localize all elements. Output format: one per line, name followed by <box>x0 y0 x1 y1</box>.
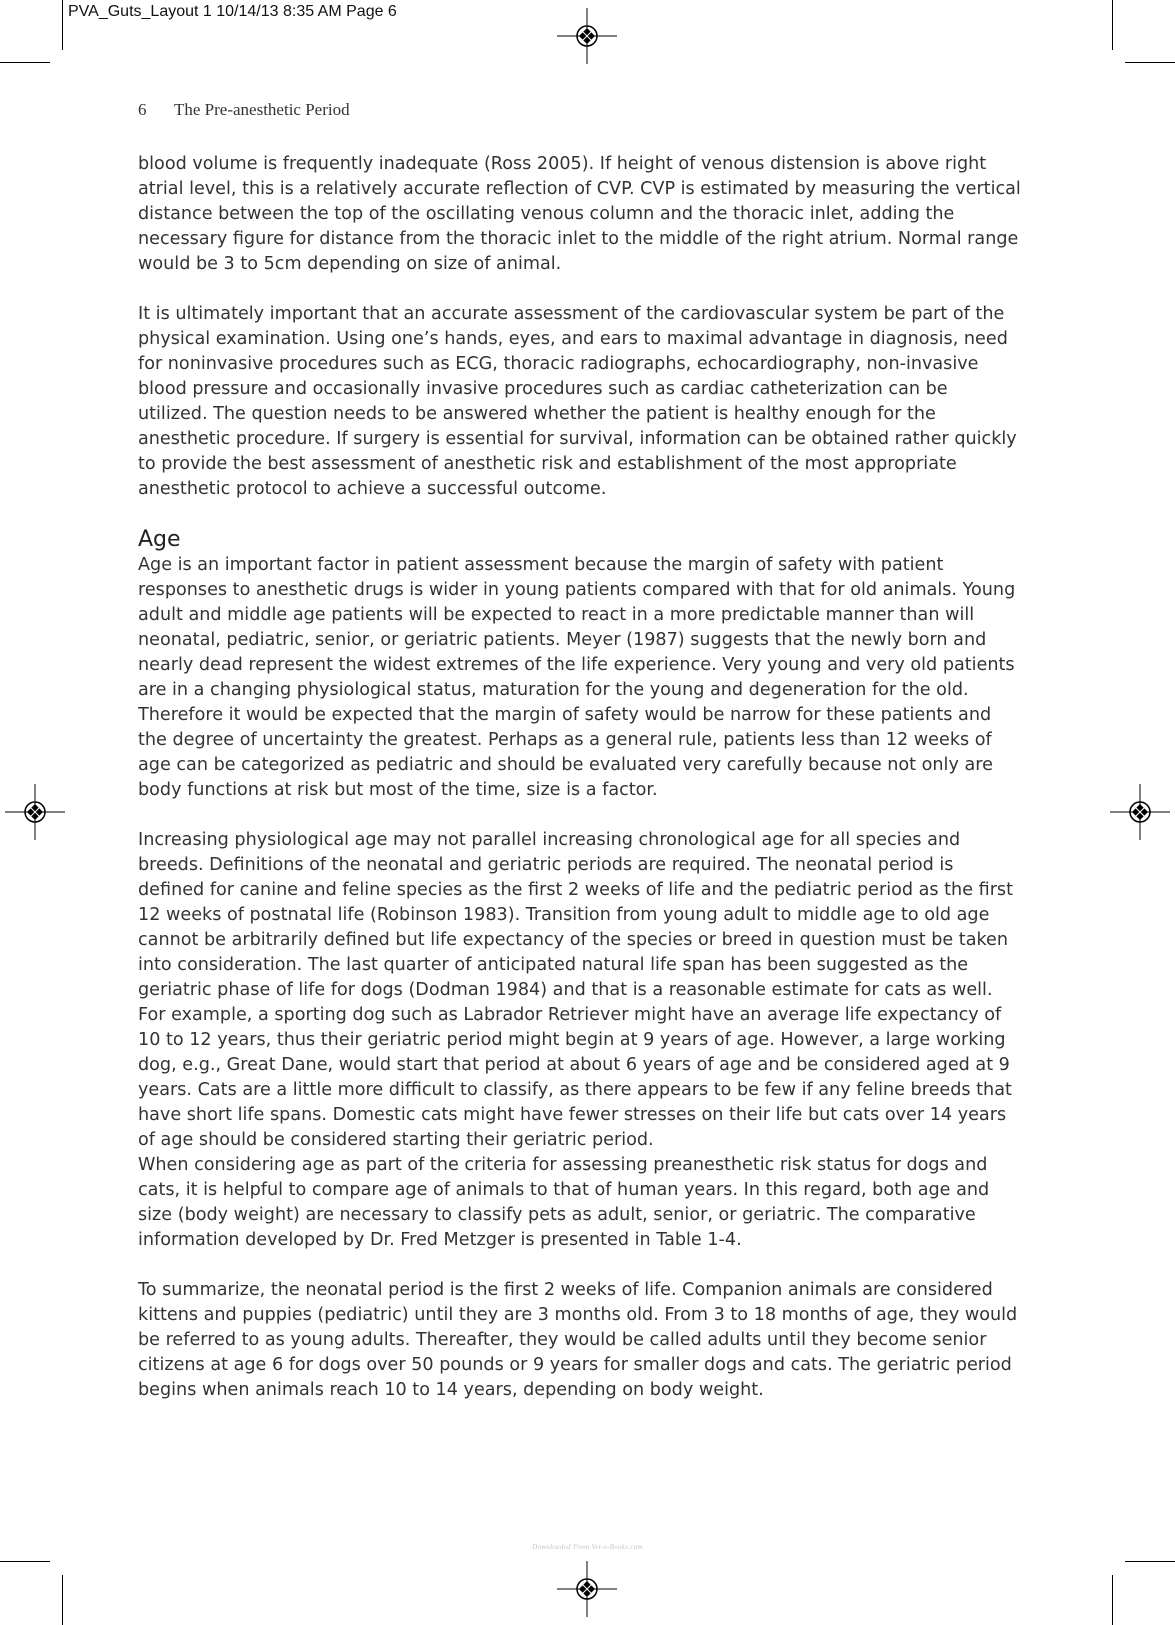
crop-mark-bottom-left-vertical <box>62 1575 63 1625</box>
paragraph-age-factor: Age is an important factor in patient assessment because the margin of safety with patient responses to anesthetic drugs is wider in young patients compared with that for old animals. Young adult and middle age patients will be expected to react in a more predictable manner than will neonatal, pediatric, senior, or geriatric patients. Meyer (1987) suggests that the newly born and nearly dead represent the widest extremes of the life experience. Very young and very old patients are in a changing physiological status, maturation for the young and degeneration for the old. Therefore it would be expected that the margin of safety would be narrow for these patients and the degree of uncertainty the greatest. Perhaps as a general rule, patients less than 12 weeks of age can be categorized as pediatric and should be evaluated very carefully because not only are body functions at risk but most of the time, size is a factor. <box>138 555 1016 800</box>
crop-mark-top-left-vertical <box>62 0 63 50</box>
section-heading-age: Age <box>138 527 181 552</box>
paragraph-summary: To summarize, the neonatal period is the first 2 weeks of life. Companion animals are considered kittens and puppies (pediatric) until they are 3 months old. From 3 to 18 months of age, they would be referred to as young adults. Thereafter, they would be called adults until they become senior citizens at age 6 for dogs over 50 pounds or 9 years for smaller dogs and cats. The geriatric period begins when animals reach 10 to 14 years, depending on body weight. <box>138 1280 1018 1400</box>
chapter-title: The Pre-anesthetic Period <box>174 100 350 119</box>
crop-mark-top-right-horizontal <box>1125 62 1175 63</box>
print-slug: PVA_Guts_Layout 1 10/14/13 8:35 AM Page 6 <box>68 3 397 20</box>
registration-mark-right-icon <box>1110 782 1170 842</box>
paragraph-cvp: blood volume is frequently inadequate (Ross 2005). If height of venous distension is above right atrial level, this is a relatively accurate reflection of CVP. CVP is estimated by measuring the vertical distance between the top of the oscillating venous column and the thoracic inlet, adding the necessary figure for distance from the thoracic inlet to the middle of the right atrium. Normal range would be 3 to 5cm depending on size of animal. <box>138 154 1021 274</box>
crop-mark-bottom-left-horizontal <box>0 1561 50 1562</box>
page-number: 6 <box>138 100 147 119</box>
registration-mark-bottom-icon <box>557 1559 617 1619</box>
paragraph-physiological-age: Increasing physiological age may not parallel increasing chronological age for all species and breeds. Definitions of the neonatal and geriatric periods are required. The neonatal period is defined for canine and feline species as the first 2 weeks of life and the pediatric period as the first 12 weeks of postnatal life (Robinson 1983). Transition from young adult to middle age to old age cannot be arbitrarily defined but life expectancy of the species or breed in question must be taken into consideration. The last quarter of anticipated natural life span has been suggested as the geriatric phase of life for dogs (Dodman 1984) and that is a reasonable estimate for cats as well. For example, a sporting dog such as Labrador Retriever might have an average life expectancy of 10 to 12 years, thus their geriatric period might begin at 9 years of age. However, a large working dog, e.g., Great Dane, would start that period at about 6 years of age and be considered aged at 9 years. Cats are a little more difficult to classify, as there appears to be few if any feline breeds that have short life spans. Domestic cats might have fewer stresses on their life but cats over 14 years of age should be considered starting their geriatric period. <box>138 830 1013 1150</box>
registration-mark-top-icon <box>557 6 617 66</box>
registration-mark-left-icon <box>5 782 65 842</box>
watermark: Downloaded From Vet-e-Books.com <box>532 1543 643 1551</box>
paragraph-human-years: When considering age as part of the criteria for assessing preanesthetic risk status for dogs and cats, it is helpful to compare age of animals to that of human years. In this regard, both age and size (body weight) are necessary to classify pets as adult, senior, or geriatric. The comparative information developed by Dr. Fred Metzger is presented in Table 1-4. <box>138 1155 990 1250</box>
crop-mark-bottom-right-vertical <box>1112 1575 1113 1625</box>
crop-mark-top-left-horizontal <box>0 62 50 63</box>
page-body <box>138 152 1022 1403</box>
crop-mark-top-right-vertical <box>1112 0 1113 50</box>
paragraph-cardiovascular-assessment: It is ultimately important that an accurate assessment of the cardiovascular system be part of the physical examination. Using one’s hands, eyes, and ears to maximal advantage in diagnosis, need for noninvasive procedures such as ECG, thoracic radiographs, echocardiography, non-invasive blood pressure and occasionally invasive procedures such as cardiac catheterization can be utilized. The question needs to be answered whether the patient is healthy enough for the anesthetic procedure. If surgery is essential for survival, information can be obtained rather quickly to provide the best assessment of anesthetic risk and establishment of the most appropriate anesthetic protocol to achieve a successful outcome. <box>138 304 1017 499</box>
crop-mark-bottom-right-horizontal <box>1125 1561 1175 1562</box>
running-head <box>138 100 350 120</box>
